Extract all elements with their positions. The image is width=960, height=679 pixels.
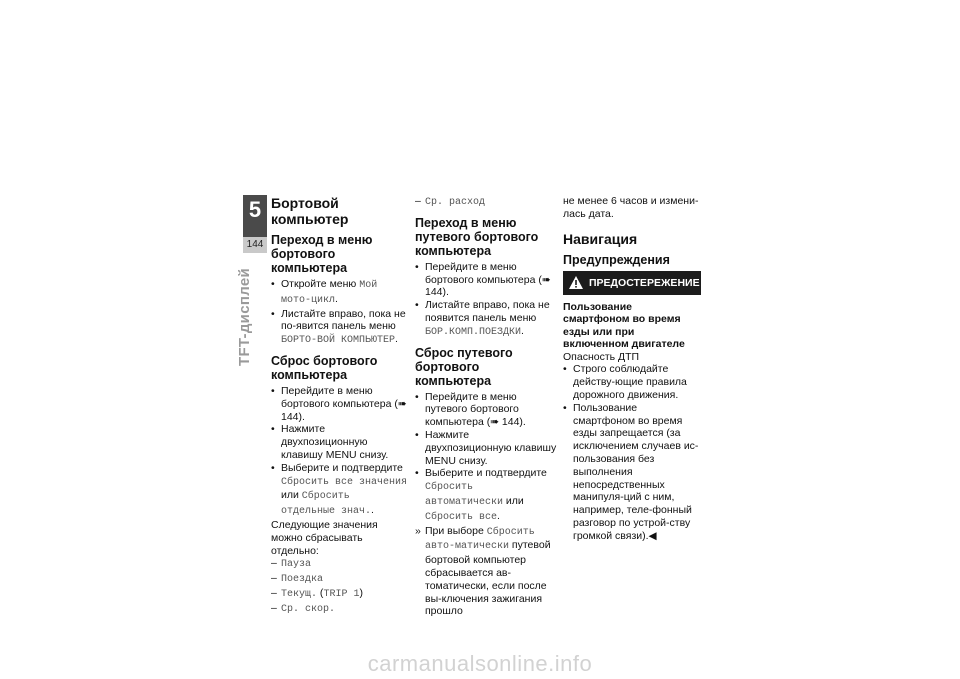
list-item: • Перейдите в меню бортового компьютера (➠ 144).	[271, 385, 409, 423]
heading-reset-computer: Сброс бортового компьютера	[271, 353, 378, 382]
value-item-current: – Текущ. (TRIP 1)	[271, 587, 409, 602]
value-item-avg-consumption: – Ср. расход	[415, 195, 557, 210]
result-item: » При выборе Сбросить авто-матически путевой бортовой компьютер сбрасывается ав-томатически, если после вы-ключения зажигания прошло	[415, 525, 557, 619]
column-1	[271, 195, 409, 617]
watermark: carmanualsonline.info	[367, 651, 593, 676]
side-label-text: TFT-дисплей	[236, 268, 253, 366]
page-number: 144	[243, 237, 267, 253]
list-item: • Пользование смартфоном во время езды запрещается (за исключением случаев ис-пользования без выполнения непосредственных манипуля-ций с ним, например, теле-фонный разговор по устрой-ству громкой связи).◀	[563, 402, 701, 543]
list-item: • Листайте вправо, пока не по-явится панель меню БОРТО-ВОЙ КОМПЬЮТЕР.	[271, 308, 409, 348]
paragraph-continued: не менее 6 часов и измени-лась дата.	[563, 195, 699, 220]
value-item-trip: – Поездка	[271, 572, 409, 587]
column-3	[563, 195, 701, 543]
column-2	[415, 195, 557, 618]
list-item: • Листайте вправо, пока не появится панель меню БОР.КОМП.ПОЕЗДКИ.	[415, 299, 557, 339]
list-item: • Перейдите в меню бортового компьютера (➠ 144).	[415, 261, 557, 299]
list-item: • Выберите и подтвердите Сбросить все значения или Сбросить отдельные знач..	[271, 462, 409, 519]
side-label	[236, 262, 266, 372]
paragraph: Следующие значения можно сбрасывать отдельно:	[271, 518, 378, 557]
heading-reset-trip-computer: Сброс путевого бортового компьютера	[415, 345, 513, 388]
list-item: • Выберите и подтвердите Сбросить автоматически или Сбросить все.	[415, 467, 557, 524]
list-item: • Строго соблюдайте действу-ющие правила дорожного движения.	[563, 363, 701, 401]
chapter-tab	[243, 195, 267, 253]
heading-warnings: Предупреждения	[563, 252, 670, 267]
warning-label: ПРЕДОСТЕРЕЖЕНИЕ	[589, 276, 700, 289]
list-item: • Нажмите двухпозиционную клавишу MENU снизу.	[415, 429, 557, 467]
list-item: • Перейдите в меню путевого бортового компьютера (➠ 144).	[415, 391, 557, 429]
value-item-avg-speed: – Ср. скор.	[271, 602, 409, 617]
heading-open-trip-computer-menu: Переход в меню путевого бортового компьютера	[415, 215, 539, 258]
warning-triangle-icon	[569, 276, 583, 289]
list-item: • Нажмите двухпозиционную клавишу MENU снизу.	[271, 423, 409, 461]
section-title-navigation: Навигация	[563, 230, 638, 247]
section-title-computer: Бортовой компьютер	[271, 195, 349, 227]
chapter-number: 5	[248, 197, 262, 222]
warning-danger: Опасность ДТП	[563, 350, 640, 363]
warning-banner	[563, 271, 701, 295]
value-item-pause: – Пауза	[271, 557, 409, 572]
warning-title: Пользование смартфоном во время езды или при включенном двигателе	[563, 300, 685, 351]
list-item: • Откройте меню Мой мото-цикл.	[271, 278, 409, 308]
heading-open-computer-menu: Переход в меню бортового компьютера	[271, 233, 373, 275]
